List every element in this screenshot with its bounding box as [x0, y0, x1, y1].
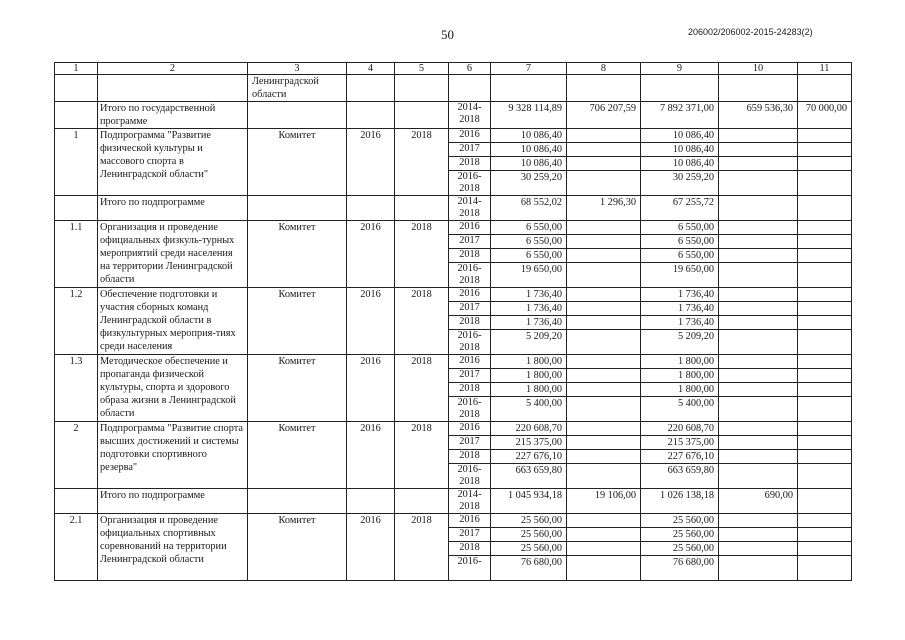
- table-row: [55, 422, 852, 436]
- amount-col7: 6 550,00: [491, 249, 567, 263]
- amount-col9: 220 608,70: [641, 422, 719, 436]
- subtotal-col8: 1 296,30: [567, 196, 641, 221]
- amount-col7: 25 560,00: [491, 528, 567, 542]
- cell-empty: [248, 196, 347, 221]
- amount-col10: [719, 369, 798, 383]
- column-number-7: 7: [491, 63, 567, 75]
- amount-col10: [719, 436, 798, 450]
- period-year: 2016: [449, 129, 491, 143]
- period-year: 2018: [449, 542, 491, 556]
- subtotal-col9: 67 255,72: [641, 196, 719, 221]
- amount-col10: [719, 129, 798, 143]
- amount-col11: [798, 383, 852, 397]
- amount-col11: [798, 235, 852, 249]
- amount-col9: 25 560,00: [641, 514, 719, 528]
- column-number-2: 2: [98, 63, 248, 75]
- period-year: 2017: [449, 436, 491, 450]
- cell-empty: [395, 102, 449, 129]
- amount-col8: [567, 450, 641, 464]
- activity-number: 1.1: [55, 221, 98, 288]
- period-year: 2017: [449, 369, 491, 383]
- total-program-year: 2014-2018: [449, 102, 491, 129]
- amount-col11: [798, 528, 852, 542]
- cell-empty: [98, 75, 248, 102]
- amount-col8: [567, 157, 641, 171]
- amount-col9: 10 086,40: [641, 129, 719, 143]
- amount-col7: 5 209,20: [491, 330, 567, 355]
- column-number-9: 9: [641, 63, 719, 75]
- amount-col8: [567, 302, 641, 316]
- amount-col10: [719, 556, 798, 581]
- amount-col10: [719, 330, 798, 355]
- amount-col10: [719, 143, 798, 157]
- amount-col10: [719, 221, 798, 235]
- continued-row: [55, 75, 852, 102]
- subtotal-col7: 68 552,02: [491, 196, 567, 221]
- amount-col9: 663 659,80: [641, 464, 719, 489]
- activity-name: Обеспечение подготовки и участия сборных команд Ленинградской области в физкультурных мероприя-тиях среди населения: [98, 288, 248, 355]
- total-program-label: Итого по государственной программе: [98, 102, 248, 129]
- page-number: 50: [441, 27, 454, 42]
- amount-col10: [719, 249, 798, 263]
- amount-col9: 76 680,00: [641, 556, 719, 581]
- end-year: 2018: [395, 514, 449, 581]
- amount-col9: 227 676,10: [641, 450, 719, 464]
- cell-empty: [248, 489, 347, 514]
- period-year: 2018: [449, 157, 491, 171]
- column-number-6: 6: [449, 63, 491, 75]
- period-year: 2017: [449, 528, 491, 542]
- end-year: 2018: [395, 355, 449, 422]
- amount-col9: 19 650,00: [641, 263, 719, 288]
- start-year: 2016: [347, 355, 395, 422]
- amount-col7: 5 400,00: [491, 397, 567, 422]
- amount-col8: [567, 397, 641, 422]
- amount-col11: [798, 330, 852, 355]
- amount-col11: [798, 249, 852, 263]
- amount-col10: [719, 316, 798, 330]
- amount-col7: 220 608,70: [491, 422, 567, 436]
- period-year: 2017: [449, 235, 491, 249]
- amount-col11: [798, 450, 852, 464]
- total-program-row: [55, 102, 852, 129]
- total-program-col11: 70 000,00: [798, 102, 852, 129]
- activity-name: Организация и проведение официальных спортивных соревнований на территории Ленинградской области: [98, 514, 248, 581]
- period-year: 2018: [449, 450, 491, 464]
- period-year: 2016: [449, 221, 491, 235]
- amount-col11: [798, 221, 852, 235]
- column-number-8: 8: [567, 63, 641, 75]
- amount-col10: [719, 171, 798, 196]
- amount-col11: [798, 355, 852, 369]
- amount-col8: [567, 330, 641, 355]
- amount-col8: [567, 355, 641, 369]
- activity-name: Подпрограмма "Развитие спорта высших достижений и системы подготовки спортивного резерва": [98, 422, 248, 489]
- subprogram-total-row: [55, 196, 852, 221]
- amount-col11: [798, 397, 852, 422]
- amount-col8: [567, 143, 641, 157]
- amount-col7: 19 650,00: [491, 263, 567, 288]
- period-year: 2016: [449, 355, 491, 369]
- table-row: [55, 514, 852, 528]
- cell-empty: [449, 75, 491, 102]
- cell-empty: [347, 196, 395, 221]
- amount-col10: [719, 383, 798, 397]
- amount-col7: 227 676,10: [491, 450, 567, 464]
- period-year: 2016-2018: [449, 397, 491, 422]
- amount-col9: 5 400,00: [641, 397, 719, 422]
- cell-empty: [347, 102, 395, 129]
- amount-col10: [719, 528, 798, 542]
- start-year: 2016: [347, 514, 395, 581]
- amount-col9: 10 086,40: [641, 157, 719, 171]
- end-year: 2018: [395, 129, 449, 196]
- period-year: 2016-2018: [449, 171, 491, 196]
- amount-col7: 76 680,00: [491, 556, 567, 581]
- period-year: 2016-2018: [449, 263, 491, 288]
- amount-col9: 1 736,40: [641, 302, 719, 316]
- amount-col11: [798, 288, 852, 302]
- amount-col11: [798, 263, 852, 288]
- amount-col7: 1 736,40: [491, 288, 567, 302]
- cell-empty: [491, 75, 567, 102]
- activity-number: 2: [55, 422, 98, 489]
- amount-col7: 25 560,00: [491, 542, 567, 556]
- start-year: 2016: [347, 129, 395, 196]
- amount-col11: [798, 157, 852, 171]
- amount-col10: [719, 263, 798, 288]
- amount-col7: 215 375,00: [491, 436, 567, 450]
- column-number-5: 5: [395, 63, 449, 75]
- subtotal-year: 2014-2018: [449, 489, 491, 514]
- amount-col11: [798, 436, 852, 450]
- executor-continued-line2: области: [252, 89, 287, 100]
- amount-col8: [567, 556, 641, 581]
- amount-col9: 25 560,00: [641, 542, 719, 556]
- amount-col9: 10 086,40: [641, 143, 719, 157]
- amount-col11: [798, 542, 852, 556]
- executor: Комитет: [248, 355, 347, 422]
- end-year: 2018: [395, 422, 449, 489]
- amount-col8: [567, 383, 641, 397]
- amount-col7: 10 086,40: [491, 143, 567, 157]
- amount-col9: 1 800,00: [641, 355, 719, 369]
- end-year: 2018: [395, 288, 449, 355]
- amount-col8: [567, 542, 641, 556]
- subtotal-col11: [798, 196, 852, 221]
- cell-empty: [567, 75, 641, 102]
- amount-col9: 30 259,20: [641, 171, 719, 196]
- amount-col10: [719, 288, 798, 302]
- amount-col8: [567, 436, 641, 450]
- amount-col11: [798, 143, 852, 157]
- amount-col7: 1 800,00: [491, 383, 567, 397]
- activity-number: 1: [55, 129, 98, 196]
- column-number-4: 4: [347, 63, 395, 75]
- amount-col11: [798, 316, 852, 330]
- period-year: 2016-2018: [449, 464, 491, 489]
- amount-col10: [719, 235, 798, 249]
- amount-col8: [567, 235, 641, 249]
- amount-col8: [567, 369, 641, 383]
- period-year: 2018: [449, 249, 491, 263]
- end-year: 2018: [395, 221, 449, 288]
- executor: Комитет: [248, 422, 347, 489]
- cell-empty: [248, 102, 347, 129]
- start-year: 2016: [347, 422, 395, 489]
- table-row: [55, 288, 852, 302]
- subtotal-year: 2014-2018: [449, 196, 491, 221]
- column-number-3: 3: [248, 63, 347, 75]
- column-number-row: [55, 63, 852, 75]
- period-year: 2016: [449, 514, 491, 528]
- total-program-col9: 7 892 371,00: [641, 102, 719, 129]
- amount-col7: 30 259,20: [491, 171, 567, 196]
- executor: Комитет: [248, 129, 347, 196]
- amount-col8: [567, 288, 641, 302]
- amount-col7: 10 086,40: [491, 157, 567, 171]
- amount-col8: [567, 249, 641, 263]
- cell-empty: [55, 489, 98, 514]
- amount-col11: [798, 464, 852, 489]
- amount-col9: 1 736,40: [641, 288, 719, 302]
- activity-name: Подпрограмма "Развитие физической культуры и массового спорта в Ленинградской области": [98, 129, 248, 196]
- subtotal-col7: 1 045 934,18: [491, 489, 567, 514]
- period-year: 2017: [449, 302, 491, 316]
- period-year: 2016-2018: [449, 330, 491, 355]
- activity-number: 1.2: [55, 288, 98, 355]
- period-year: 2016: [449, 422, 491, 436]
- amount-col9: 6 550,00: [641, 235, 719, 249]
- amount-col10: [719, 464, 798, 489]
- amount-col10: [719, 514, 798, 528]
- amount-col7: 10 086,40: [491, 129, 567, 143]
- amount-col11: [798, 556, 852, 581]
- executor: Комитет: [248, 288, 347, 355]
- amount-col11: [798, 422, 852, 436]
- amount-col8: [567, 171, 641, 196]
- amount-col7: 25 560,00: [491, 514, 567, 528]
- amount-col7: 6 550,00: [491, 221, 567, 235]
- amount-col11: [798, 171, 852, 196]
- amount-col7: 1 800,00: [491, 355, 567, 369]
- column-number-10: 10: [719, 63, 798, 75]
- subtotal-col9: 1 026 138,18: [641, 489, 719, 514]
- amount-col9: 5 209,20: [641, 330, 719, 355]
- amount-col8: [567, 316, 641, 330]
- cell-empty: [719, 75, 798, 102]
- activity-number: 2.1: [55, 514, 98, 581]
- amount-col8: [567, 514, 641, 528]
- activity-name: Методическое обеспечение и пропаганда физической культуры, спорта и здорового образа жизни в Ленинградской области: [98, 355, 248, 422]
- table-body: [55, 63, 852, 581]
- amount-col8: [567, 221, 641, 235]
- activity-name: Организация и проведение официальных физкуль-турных мероприятий среди населения на территории Ленинградской области: [98, 221, 248, 288]
- period-year: 2018: [449, 383, 491, 397]
- amount-col10: [719, 542, 798, 556]
- period-year: 2018: [449, 316, 491, 330]
- program-funding-table: [54, 62, 852, 581]
- cell-empty: [347, 489, 395, 514]
- subprogram-total-row: [55, 489, 852, 514]
- executor: Комитет: [248, 221, 347, 288]
- total-program-col10: 659 536,30: [719, 102, 798, 129]
- amount-col10: [719, 450, 798, 464]
- amount-col10: [719, 422, 798, 436]
- period-year: 2016-: [449, 556, 491, 581]
- subtotal-col8: 19 106,00: [567, 489, 641, 514]
- period-year: 2017: [449, 143, 491, 157]
- amount-col11: [798, 514, 852, 528]
- amount-col10: [719, 157, 798, 171]
- activity-number: 1.3: [55, 355, 98, 422]
- amount-col7: 1 800,00: [491, 369, 567, 383]
- amount-col8: [567, 129, 641, 143]
- cell-empty: [395, 196, 449, 221]
- total-program-col7: 9 328 114,89: [491, 102, 567, 129]
- subtotal-label: Итого по подпрограмме: [98, 489, 248, 514]
- cell-empty: [798, 75, 852, 102]
- document-code: 206002/206002-2015-24283(2): [688, 27, 813, 37]
- cell-empty: [641, 75, 719, 102]
- cell-empty: [347, 75, 395, 102]
- amount-col11: [798, 369, 852, 383]
- cell-empty: [395, 75, 449, 102]
- amount-col7: 1 736,40: [491, 316, 567, 330]
- amount-col11: [798, 129, 852, 143]
- executor-continued-line1: Ленинградской: [252, 76, 319, 87]
- cell-empty: [395, 489, 449, 514]
- start-year: 2016: [347, 288, 395, 355]
- amount-col8: [567, 422, 641, 436]
- amount-col8: [567, 528, 641, 542]
- subtotal-col10: [719, 196, 798, 221]
- amount-col10: [719, 397, 798, 422]
- column-number-1: 1: [55, 63, 98, 75]
- amount-col7: 6 550,00: [491, 235, 567, 249]
- table-row: [55, 221, 852, 235]
- amount-col9: 1 736,40: [641, 316, 719, 330]
- amount-col10: [719, 302, 798, 316]
- amount-col9: 6 550,00: [641, 221, 719, 235]
- total-program-col8: 706 207,59: [567, 102, 641, 129]
- amount-col9: 6 550,00: [641, 249, 719, 263]
- subtotal-col10: 690,00: [719, 489, 798, 514]
- amount-col10: [719, 355, 798, 369]
- amount-col9: 215 375,00: [641, 436, 719, 450]
- subtotal-label: Итого по подпрограмме: [98, 196, 248, 221]
- column-number-11: 11: [798, 63, 852, 75]
- amount-col8: [567, 263, 641, 288]
- amount-col9: 1 800,00: [641, 383, 719, 397]
- amount-col7: 663 659,80: [491, 464, 567, 489]
- table-row: [55, 355, 852, 369]
- cell-empty: [55, 196, 98, 221]
- executor: Комитет: [248, 514, 347, 581]
- period-year: 2016: [449, 288, 491, 302]
- executor-continued: [248, 75, 347, 102]
- amount-col11: [798, 302, 852, 316]
- cell-empty: [55, 102, 98, 129]
- amount-col7: 1 736,40: [491, 302, 567, 316]
- cell-empty: [55, 75, 98, 102]
- subtotal-col11: [798, 489, 852, 514]
- amount-col8: [567, 464, 641, 489]
- start-year: 2016: [347, 221, 395, 288]
- amount-col9: 1 800,00: [641, 369, 719, 383]
- amount-col9: 25 560,00: [641, 528, 719, 542]
- table-row: [55, 129, 852, 143]
